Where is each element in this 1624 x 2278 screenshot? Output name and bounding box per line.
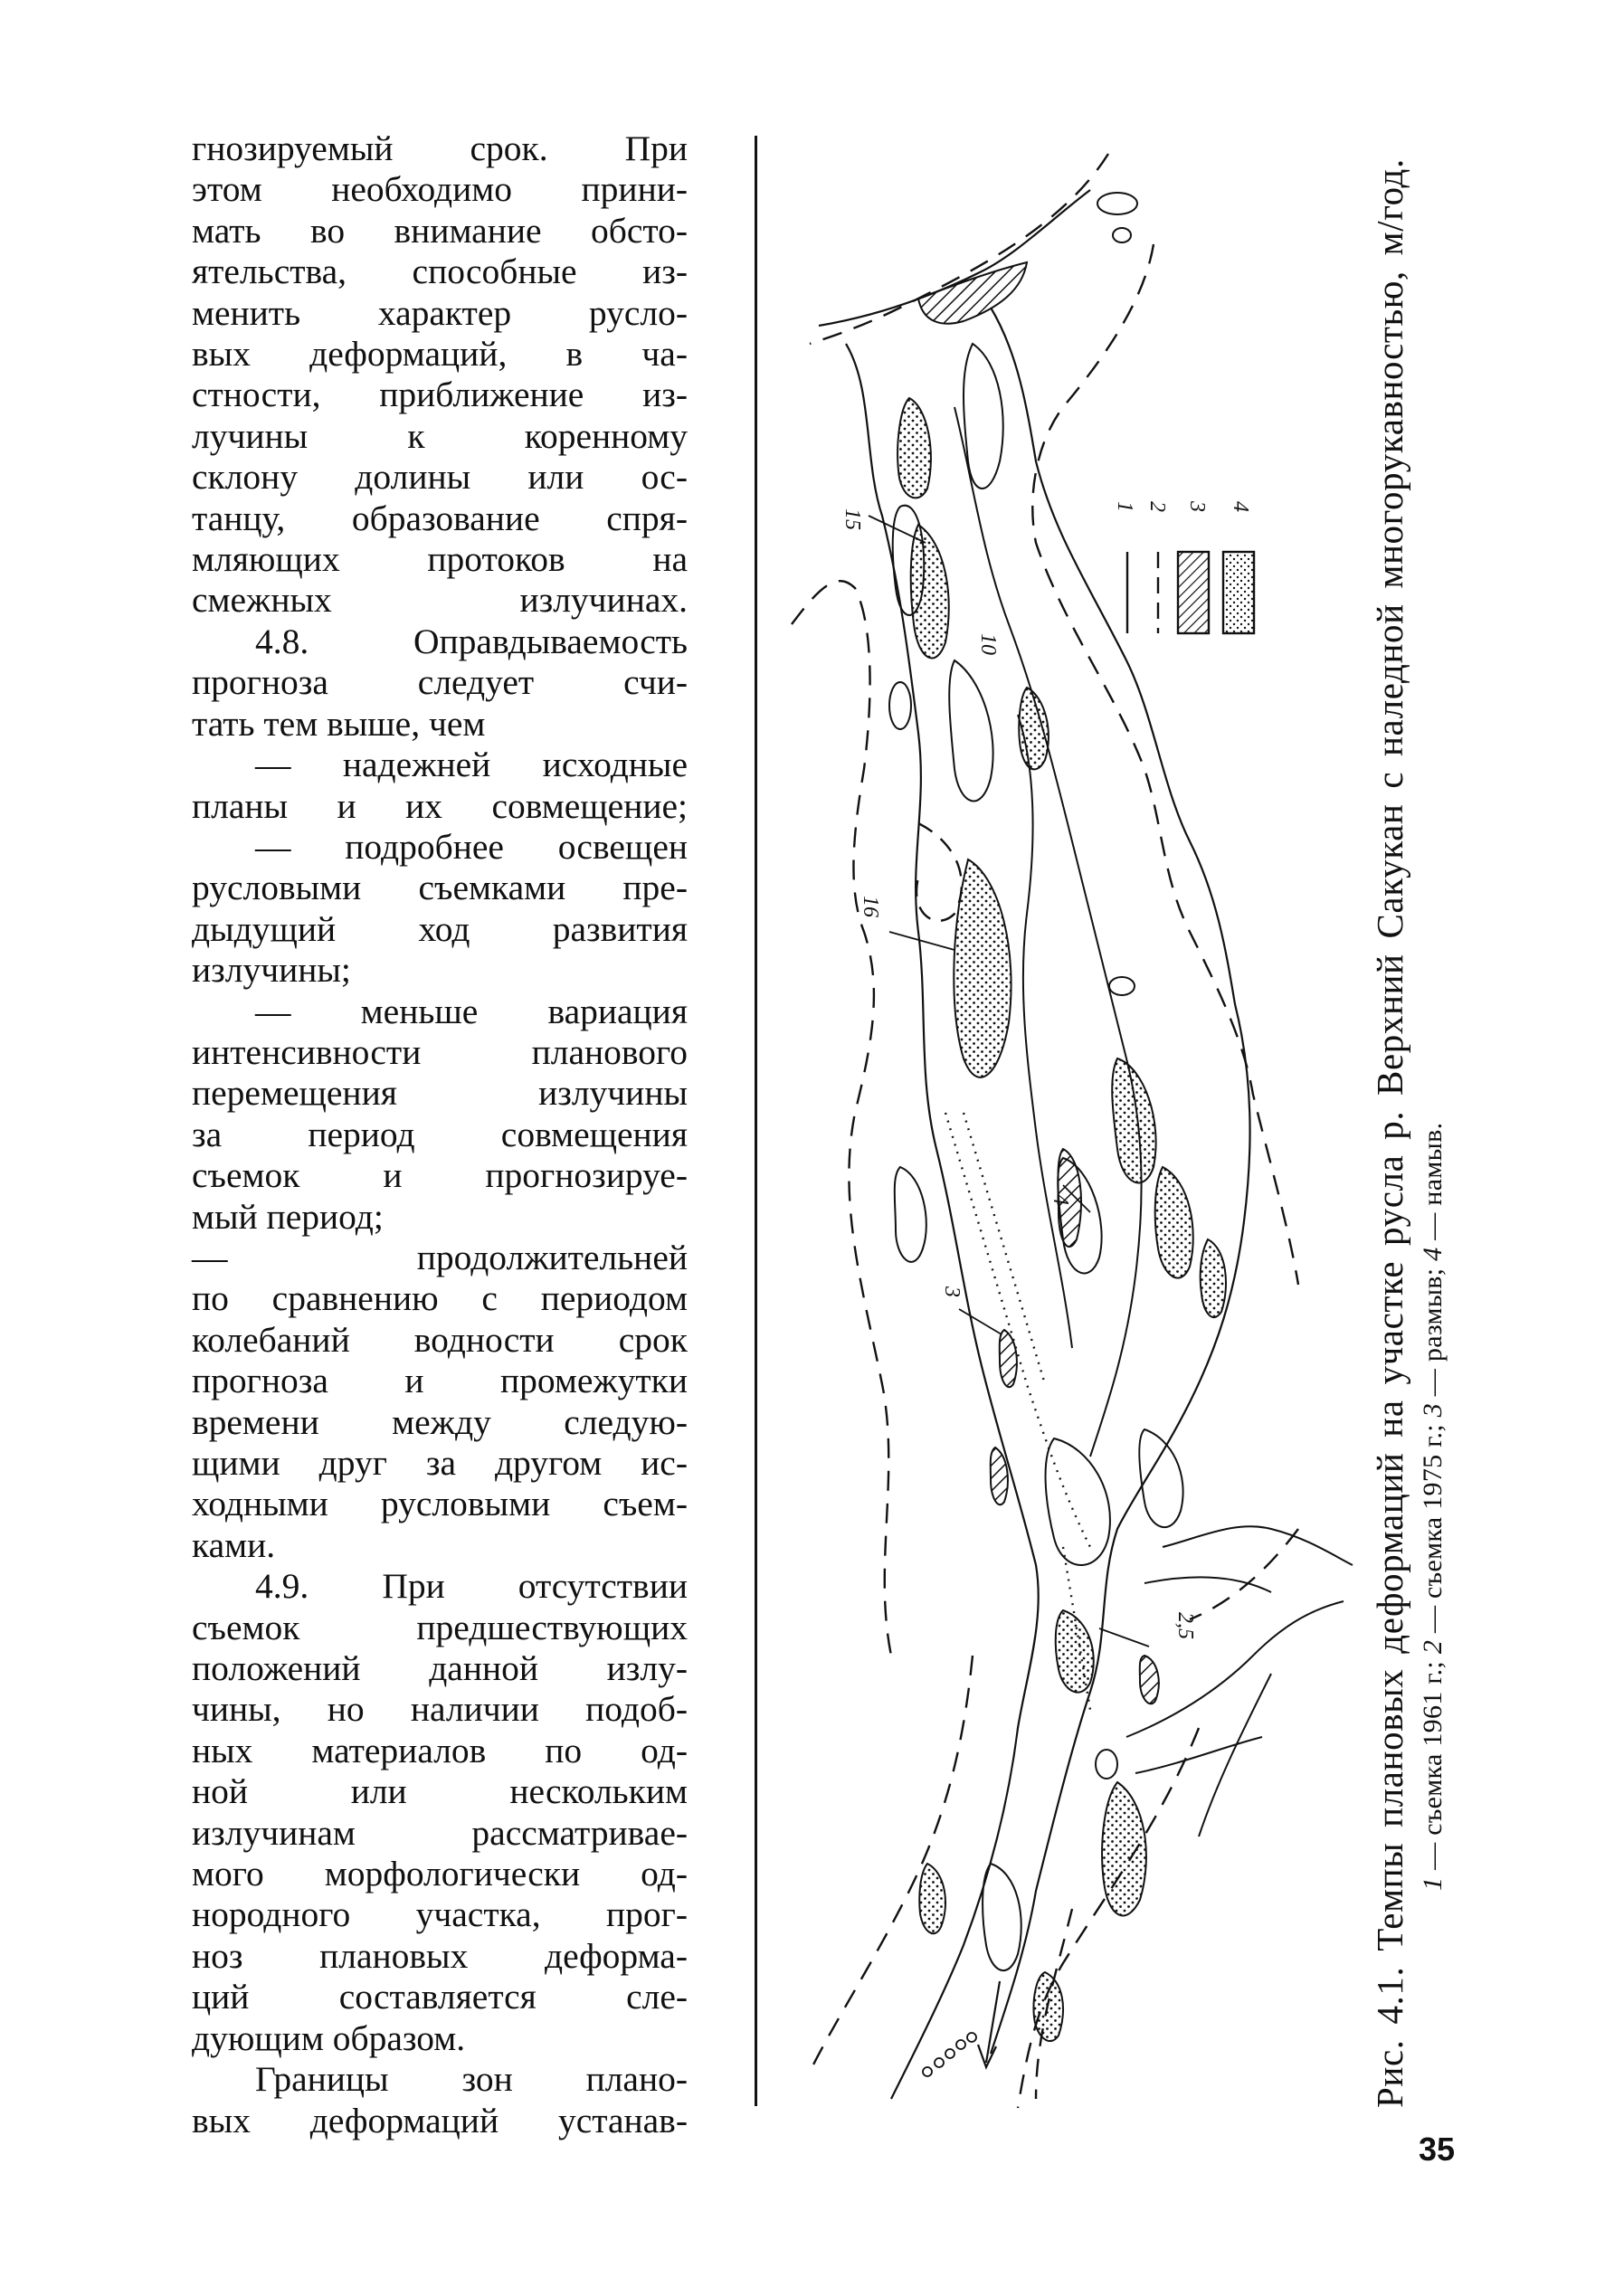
text-line: по сравнению с периодом <box>192 1278 688 1319</box>
text-line: 4.8. Оправдываемость <box>255 621 688 661</box>
erosion-zone <box>918 262 1027 324</box>
boulder-mark <box>956 2040 965 2049</box>
figure-caption <box>1366 158 1475 2108</box>
erosion-zone <box>1140 1656 1159 1704</box>
text-line: вых деформаций, в ча- <box>192 334 688 375</box>
boulder-mark <box>935 2058 944 2067</box>
caption-legend-num-3: 3 <box>1418 1403 1448 1418</box>
island <box>964 344 1003 489</box>
caption-legend-num-4: 4 <box>1418 1247 1448 1261</box>
figure-label-10: 10 <box>976 633 1000 655</box>
figure-label-4: 4 <box>1049 1194 1072 1205</box>
text-line: склону долины или ос- <box>192 457 688 498</box>
text-line: мого морфологически од- <box>192 1854 688 1894</box>
text-line: русловыми съемками пре- <box>192 868 688 908</box>
text-line: прогноза следует счи- <box>192 662 688 703</box>
deposition-zone <box>919 1864 945 1933</box>
tributary-outline <box>1126 1601 1344 1737</box>
text-line: ной или нескольким <box>192 1771 688 1812</box>
island <box>1096 1750 1117 1779</box>
legend-number-3: 3 <box>1185 501 1209 512</box>
text-line: перемещения излучины <box>192 1073 688 1114</box>
text-line: дыдущий ход развития <box>192 908 688 949</box>
text-line: колебаний водности срок <box>192 1319 688 1360</box>
caption-legend <box>1413 262 1453 2108</box>
figure-label-15: 15 <box>840 508 864 530</box>
deposition-zone <box>1112 1058 1155 1182</box>
text-line: ходными русловыми съем- <box>192 1484 688 1524</box>
caption-legend-text-1: — съемка 1961 г.; <box>1418 1654 1448 1877</box>
text-line: — меньше вариация <box>255 991 688 1031</box>
flow-arrow-icon <box>986 1981 1000 2063</box>
text-line: вых деформаций устанав- <box>192 2100 688 2140</box>
text-line: съемок и прогнозируе- <box>192 1155 688 1196</box>
caption-legend-text-2: — съемка 1975 г.; <box>1418 1417 1448 1640</box>
tributary-outline <box>1163 1526 1353 1565</box>
legend-number-1: 1 <box>1113 501 1136 512</box>
text-line: излучинам рассматривае- <box>192 1812 688 1853</box>
text-line: — надежней исходные <box>255 745 688 785</box>
legend-number-2: 2 <box>1145 501 1169 512</box>
bank-line-solid <box>1199 1674 1271 1837</box>
label-leader <box>959 1309 1002 1334</box>
text-line: чины, но наличии подоб- <box>192 1689 688 1730</box>
figure-label-2-5: 2,5 <box>1173 1612 1197 1639</box>
text-line: мать во внимание обсто- <box>192 210 688 251</box>
text-line: менить характер русло- <box>192 292 688 333</box>
text-line: этом необходимо прини- <box>192 169 688 210</box>
legend-number-4: 4 <box>1229 501 1252 512</box>
bank-line-right-dashed <box>1190 1529 1298 1619</box>
text-line: ятельства, способные из- <box>192 252 688 292</box>
caption-title: Рис. 4.1. Темпы плановых деформаций на участке русла р. Верхний Сакукан с наледной многорукавностью, м/год. <box>1369 158 1410 2108</box>
figure-label-16: 16 <box>859 896 882 917</box>
bank-line-right-dashed <box>1032 244 1298 1285</box>
caption-legend-text-4: — намыв. <box>1418 1122 1448 1248</box>
text-line: щими друг за другом ис- <box>192 1443 688 1483</box>
text-line: излучины; <box>192 950 351 991</box>
boulder-mark <box>945 2049 954 2058</box>
text-line: — подробнее освещен <box>255 826 688 867</box>
deposition-zone <box>1034 1972 1064 2041</box>
bank-line-right-dashed <box>1018 1728 1199 2108</box>
label-leader <box>1099 1628 1149 1647</box>
text-line: Границы зон плано- <box>255 2059 688 2100</box>
tributary-outline <box>1135 1737 1262 1773</box>
island <box>983 1864 1021 1970</box>
text-line: планы и их совмещение; <box>192 785 688 826</box>
bank-line-left-dashed <box>810 1656 973 2072</box>
island <box>949 660 992 801</box>
deposition-zone <box>911 525 949 658</box>
text-line: смежных излучинах. <box>192 580 688 621</box>
deposition-zone <box>954 859 1011 1077</box>
text-line: 4.9. При отсутствии <box>255 1566 688 1607</box>
text-line: за период совмещения <box>192 1114 688 1154</box>
island <box>1046 1438 1110 1565</box>
island <box>895 1167 926 1262</box>
deposition-zone <box>897 398 931 498</box>
text-line: тать тем выше, чем <box>192 703 486 744</box>
text-line: прогноза и промежутки <box>192 1361 688 1401</box>
river-channel-figure <box>765 118 1362 2144</box>
text-line: нородного участка, прог- <box>192 1894 688 1935</box>
legend-swatch-deposition <box>1223 552 1254 633</box>
legend-swatch-erosion <box>1178 552 1209 633</box>
text-line: съемок предшествующих <box>192 1607 688 1647</box>
text-line: гнозируемый срок. При <box>192 128 688 168</box>
island <box>889 682 911 729</box>
deposition-zone <box>1056 1610 1094 1693</box>
deposition-zone <box>1155 1167 1193 1278</box>
caption-legend-num-2: 2 <box>1418 1639 1448 1655</box>
column-divider <box>755 136 757 2106</box>
page-number: 35 <box>1419 2131 1456 2168</box>
text-line: положений данной излу- <box>192 1648 688 1689</box>
text-line: времени между следую- <box>192 1401 688 1442</box>
text-line: — продолжительней <box>192 1237 688 1277</box>
caption-legend-text-3: — размыв; <box>1418 1260 1448 1403</box>
island <box>1097 193 1137 214</box>
boulder-mark <box>967 2033 976 2042</box>
caption-legend-num-1: 1 <box>1418 1876 1448 1891</box>
text-line: танцу, образование спря- <box>192 498 688 538</box>
body-text-column <box>192 128 688 2141</box>
river-map-drawing <box>765 118 1362 2144</box>
text-line: ных материалов по од- <box>192 1730 688 1770</box>
deposition-zone <box>1102 1782 1146 1915</box>
text-line: стности, приближение из- <box>192 375 688 415</box>
deposition-zone <box>1201 1239 1226 1317</box>
erosion-zone <box>1000 1330 1017 1387</box>
bank-line-left-dashed <box>916 823 962 921</box>
text-line: ками. <box>192 1524 276 1565</box>
text-line: ноз плановых деформа- <box>192 1935 688 1976</box>
text-line: мый период; <box>192 1196 384 1237</box>
boulder-mark <box>923 2067 932 2076</box>
figure-label-3: 3 <box>940 1286 964 1297</box>
text-line: ций составляется сле- <box>192 1977 688 2017</box>
deposition-zone <box>1019 688 1049 769</box>
island <box>1109 977 1135 995</box>
text-line: лучины к коренному <box>192 415 688 456</box>
island <box>1113 228 1131 242</box>
text-line: интенсивности планового <box>192 1031 688 1072</box>
text-line: мляющих протоков на <box>192 539 688 580</box>
text-line: дующим образом. <box>192 2017 466 2058</box>
figure-legend <box>1113 489 1294 669</box>
bank-line-left-dashed <box>792 581 891 1656</box>
label-leader <box>889 932 954 950</box>
